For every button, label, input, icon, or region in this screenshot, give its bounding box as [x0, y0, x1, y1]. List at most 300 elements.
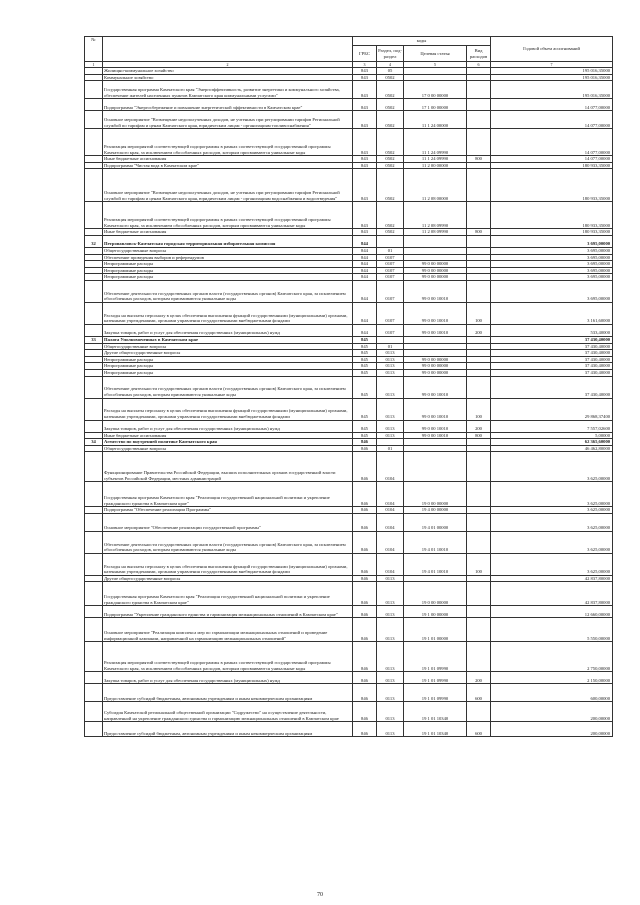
table-row — [85, 439, 613, 446]
budget-table — [84, 36, 613, 737]
row-num — [85, 350, 103, 357]
row-vr — [467, 369, 491, 376]
row-num — [85, 169, 103, 202]
row-name: Непрограммные расходы — [103, 363, 353, 370]
row-csr — [404, 254, 467, 261]
row-sum: 600,00000 — [491, 684, 613, 702]
row-num — [85, 274, 103, 281]
row-sum: 37 430,40000 — [491, 369, 613, 376]
table-row — [85, 553, 613, 575]
row-vr — [467, 169, 491, 202]
row-vr — [467, 507, 491, 514]
row-name: Подпрограмма "Чистая вода в Камчатском крае" — [103, 162, 353, 169]
row-razdel: 0502 — [377, 156, 404, 163]
table-row — [85, 376, 613, 398]
row-num — [85, 672, 103, 684]
row-razdel: 0107 — [377, 324, 404, 336]
table-row — [85, 254, 613, 261]
row-csr: 11 1 24 00000 — [404, 111, 467, 129]
row-grbs: 845 — [353, 343, 377, 350]
row-sum: 37 430,40000 — [491, 376, 613, 398]
table-row — [85, 68, 613, 75]
row-sum: 180 933,35000 — [491, 162, 613, 169]
row-sum: 37 430,40000 — [491, 350, 613, 357]
row-grbs: 844 — [353, 274, 377, 281]
row-grbs: 846 — [353, 702, 377, 722]
row-razdel — [377, 439, 404, 446]
colnum: 2 — [103, 62, 353, 68]
table-row — [85, 129, 613, 156]
row-razdel: 0113 — [377, 350, 404, 357]
row-name: Основное мероприятие "Возмещение недополученных доходов, не учтенных при регулировании тарифов Региональной службой по тарифам и ценам Камчатского края, юридическим лицам - организациям топливоснабжения" — [103, 111, 353, 129]
table-row — [85, 369, 613, 376]
row-name: Иные бюджетные ассигнования — [103, 229, 353, 236]
table-row — [85, 267, 613, 274]
row-num: 32 — [85, 235, 103, 247]
row-sum: 5,00000 — [491, 432, 613, 439]
row-num — [85, 363, 103, 370]
table-row — [85, 363, 613, 370]
row-grbs: 844 — [353, 324, 377, 336]
table-row — [85, 722, 613, 737]
row-csr: 11 2 00 00000 — [404, 162, 467, 169]
row-sum: 3 695,00000 — [491, 274, 613, 281]
table-row — [85, 74, 613, 81]
row-name: Коммунальное хозяйство — [103, 74, 353, 81]
row-razdel — [377, 336, 404, 343]
row-grbs: 846 — [353, 618, 377, 642]
row-grbs: 844 — [353, 247, 377, 254]
row-csr: 99 0 00 10010 — [404, 432, 467, 439]
row-num — [85, 531, 103, 553]
row-name: Общегосударственные вопросы — [103, 247, 353, 254]
row-num — [85, 702, 103, 722]
header-vr: Вид расходов — [467, 46, 491, 62]
row-razdel: 0113 — [377, 722, 404, 737]
row-num: 33 — [85, 336, 103, 343]
table-row — [85, 156, 613, 163]
row-vr: 200 — [467, 672, 491, 684]
row-num — [85, 324, 103, 336]
row-num — [85, 420, 103, 432]
header-name — [103, 37, 353, 62]
row-csr: 17 1 00 00000 — [404, 99, 467, 111]
row-sum: 3 625,00000 — [491, 553, 613, 575]
row-csr: 99 0 00 00000 — [404, 274, 467, 281]
row-num — [85, 513, 103, 531]
table-row — [85, 81, 613, 99]
row-sum: 12 660,00000 — [491, 606, 613, 618]
row-sum: 14 077,00000 — [491, 129, 613, 156]
row-num — [85, 302, 103, 324]
row-name: Обеспечение деятельности государственных органов власти (государственных органов) Камчатского края, за исключением обособленных расходов, которым присваиваются уникальные коды — [103, 531, 353, 553]
row-csr — [404, 350, 467, 357]
table-row — [85, 162, 613, 169]
row-num — [85, 553, 103, 575]
row-vr — [467, 343, 491, 350]
row-razdel: 0107 — [377, 261, 404, 268]
row-vr — [467, 111, 491, 129]
row-num — [85, 261, 103, 268]
colnum: 3 — [353, 62, 377, 68]
row-csr: 19 1 01 00000 — [404, 618, 467, 642]
row-grbs: 844 — [353, 302, 377, 324]
table-row — [85, 420, 613, 432]
row-vr — [467, 74, 491, 81]
row-csr — [404, 445, 467, 452]
row-num — [85, 575, 103, 582]
colnum: 7 — [491, 62, 613, 68]
table-row — [85, 482, 613, 507]
row-sum: 3 695,00000 — [491, 261, 613, 268]
row-num — [85, 68, 103, 75]
row-vr — [467, 162, 491, 169]
row-grbs: 843 — [353, 156, 377, 163]
row-num — [85, 618, 103, 642]
row-name: Государственная программа Камчатского края "Реализация государственной национальной политики и укрепление гражданского единства в Камчатском крае" — [103, 582, 353, 606]
table-row — [85, 111, 613, 129]
row-name: Подпрограмма "Энергосбережение и повышение энергетической эффективности в Камчатском крае" — [103, 99, 353, 111]
table-row — [85, 507, 613, 514]
table-row — [85, 575, 613, 582]
row-csr: 19 0 00 00000 — [404, 582, 467, 606]
row-razdel: 0104 — [377, 531, 404, 553]
row-name: Обеспечение деятельности государственных органов власти (государственных органов) Камчатского края, за исключением обособленных расходов, которым присваиваются уникальные коды — [103, 376, 353, 398]
row-grbs: 845 — [353, 376, 377, 398]
row-num — [85, 156, 103, 163]
header-sum: Годовой объем ассигнований — [491, 37, 613, 62]
row-grbs: 844 — [353, 261, 377, 268]
row-num — [85, 582, 103, 606]
table-row — [85, 169, 613, 202]
row-csr: 19 4 01 00000 — [404, 513, 467, 531]
table-row — [85, 432, 613, 439]
row-csr: 19 4 01 10010 — [404, 553, 467, 575]
row-num — [85, 99, 103, 111]
row-num — [85, 684, 103, 702]
row-razdel: 0113 — [377, 398, 404, 420]
row-grbs: 845 — [353, 369, 377, 376]
row-num — [85, 74, 103, 81]
row-sum: 3 625,00000 — [491, 482, 613, 507]
row-razdel: 0104 — [377, 513, 404, 531]
row-name: Агентство по внутренней политике Камчатского края — [103, 439, 353, 446]
row-vr — [467, 274, 491, 281]
row-grbs: 845 — [353, 432, 377, 439]
table-row — [85, 582, 613, 606]
row-num — [85, 369, 103, 376]
row-razdel: 0502 — [377, 129, 404, 156]
row-sum: 3 625,00000 — [491, 452, 613, 482]
row-num — [85, 254, 103, 261]
row-csr: 19 0 00 00000 — [404, 482, 467, 507]
row-grbs: 843 — [353, 68, 377, 75]
table-row — [85, 280, 613, 302]
table-row — [85, 229, 613, 236]
table-body — [85, 68, 613, 737]
row-razdel: 0107 — [377, 274, 404, 281]
row-num — [85, 376, 103, 398]
row-vr — [467, 356, 491, 363]
row-grbs: 845 — [353, 420, 377, 432]
table-row — [85, 452, 613, 482]
row-sum: 195 016,35000 — [491, 74, 613, 81]
row-name: Подпрограмма "Укрепление гражданского единства и гармонизация межнациональных отношений в Камчатском крае" — [103, 606, 353, 618]
row-name: Расходы на выплаты персоналу в целях обеспечения выполнения функций государственными (муниципальными) органами, казенными учреждениями, органами управления государственными внебюджетными фондами — [103, 553, 353, 575]
row-razdel: 0113 — [377, 356, 404, 363]
row-csr: 99 0 00 00000 — [404, 356, 467, 363]
row-num — [85, 343, 103, 350]
row-name: Реализация мероприятий соответствующей подпрограммы в рамках соответствующей государственной программы Камчатского края, за исключением обособленных расходов, которым присваиваются уникальные коды — [103, 129, 353, 156]
row-name: Петропавловск-Камчатская городская территориальная избирательная комиссия — [103, 235, 353, 247]
row-csr — [404, 247, 467, 254]
row-num — [85, 398, 103, 420]
row-razdel: 0104 — [377, 507, 404, 514]
row-csr — [404, 575, 467, 582]
colnum: 6 — [467, 62, 491, 68]
row-num: 34 — [85, 439, 103, 446]
table-row — [85, 513, 613, 531]
table-row — [85, 336, 613, 343]
table-row — [85, 356, 613, 363]
colnum: 5 — [404, 62, 467, 68]
row-name: Общегосударственные вопросы — [103, 445, 353, 452]
row-vr — [467, 531, 491, 553]
page-number: 70 — [317, 892, 323, 898]
row-razdel: 01 — [377, 247, 404, 254]
row-num — [85, 482, 103, 507]
row-sum: 37 430,40000 — [491, 343, 613, 350]
header-codes: коды — [353, 37, 491, 46]
row-sum: 5 550,00000 — [491, 618, 613, 642]
row-num — [85, 606, 103, 618]
row-vr — [467, 336, 491, 343]
row-name: Иные бюджетные ассигнования — [103, 432, 353, 439]
row-razdel: 0113 — [377, 702, 404, 722]
row-grbs: 846 — [353, 452, 377, 482]
row-name: Непрограммные расходы — [103, 267, 353, 274]
row-vr: 800 — [467, 229, 491, 236]
row-csr: 19 4 00 00000 — [404, 507, 467, 514]
row-grbs: 846 — [353, 606, 377, 618]
row-grbs: 846 — [353, 684, 377, 702]
row-num — [85, 162, 103, 169]
row-sum: 2 150,00000 — [491, 672, 613, 684]
row-csr: 11 2 08 09990 — [404, 229, 467, 236]
row-csr: 17 0 00 00000 — [404, 81, 467, 99]
row-sum: 3 625,00000 — [491, 531, 613, 553]
row-razdel: 05 — [377, 68, 404, 75]
row-sum: 62 365,60000 — [491, 439, 613, 446]
row-razdel: 0502 — [377, 162, 404, 169]
row-name: Палата Уполномоченных в Камчатском крае — [103, 336, 353, 343]
row-csr: 99 0 00 10010 — [404, 420, 467, 432]
row-csr — [404, 452, 467, 482]
row-grbs: 843 — [353, 99, 377, 111]
table-row — [85, 202, 613, 229]
row-vr: 100 — [467, 553, 491, 575]
row-razdel: 0502 — [377, 202, 404, 229]
row-vr — [467, 81, 491, 99]
row-sum: 180 933,35000 — [491, 229, 613, 236]
row-csr: 99 0 00 00000 — [404, 261, 467, 268]
row-grbs: 846 — [353, 582, 377, 606]
row-razdel: 0104 — [377, 553, 404, 575]
row-vr: 200 — [467, 420, 491, 432]
table-row — [85, 642, 613, 672]
row-grbs: 844 — [353, 235, 377, 247]
row-razdel: 0113 — [377, 376, 404, 398]
row-vr — [467, 642, 491, 672]
row-sum: 3 161,60000 — [491, 302, 613, 324]
row-razdel: 0113 — [377, 606, 404, 618]
row-csr — [404, 439, 467, 446]
row-num — [85, 267, 103, 274]
row-name: Подпрограмма "Обеспечение реализации Программы" — [103, 507, 353, 514]
table-row — [85, 618, 613, 642]
row-razdel: 0113 — [377, 672, 404, 684]
row-name: Закупка товаров, работ и услуг для обеспечения государственных (муниципальных) нужд — [103, 324, 353, 336]
row-csr: 99 0 00 00000 — [404, 369, 467, 376]
row-grbs: 843 — [353, 169, 377, 202]
row-vr — [467, 582, 491, 606]
row-vr: 600 — [467, 684, 491, 702]
row-vr — [467, 267, 491, 274]
table-row — [85, 350, 613, 357]
row-num — [85, 202, 103, 229]
row-razdel: 0113 — [377, 575, 404, 582]
row-sum: 195 016,35000 — [491, 81, 613, 99]
row-razdel: 0502 — [377, 81, 404, 99]
row-name: Расходы на выплаты персоналу в целях обеспечения выполнения функций государственными (муниципальными) органами, казенными учреждениями, органами управления государственными внебюджетными фондами — [103, 398, 353, 420]
row-name: Общегосударственные вопросы — [103, 343, 353, 350]
header-grbs: ГРБС — [353, 46, 377, 62]
row-vr — [467, 606, 491, 618]
row-grbs: 846 — [353, 672, 377, 684]
row-grbs: 846 — [353, 439, 377, 446]
row-csr: 19 1 01 10340 — [404, 702, 467, 722]
row-num — [85, 452, 103, 482]
row-grbs: 846 — [353, 722, 377, 737]
row-razdel: 0107 — [377, 267, 404, 274]
row-vr: 100 — [467, 302, 491, 324]
row-name: Предоставление субсидий бюджетным, автономным учреждениям и иным некоммерческим организациям — [103, 722, 353, 737]
row-csr: 99 0 00 10010 — [404, 302, 467, 324]
table-row — [85, 324, 613, 336]
table-row — [85, 445, 613, 452]
row-razdel: 0502 — [377, 111, 404, 129]
table-row — [85, 247, 613, 254]
row-csr: 11 2 08 00000 — [404, 169, 467, 202]
row-csr: 19 1 00 00000 — [404, 606, 467, 618]
row-num — [85, 642, 103, 672]
row-vr — [467, 235, 491, 247]
row-sum: 533,40000 — [491, 324, 613, 336]
row-csr: 19 1 01 09990 — [404, 672, 467, 684]
row-grbs: 846 — [353, 642, 377, 672]
row-razdel: 0502 — [377, 99, 404, 111]
row-grbs: 843 — [353, 74, 377, 81]
row-sum: 37 430,40000 — [491, 356, 613, 363]
row-vr — [467, 702, 491, 722]
row-csr: 99 0 00 10010 — [404, 280, 467, 302]
table-row — [85, 261, 613, 268]
row-num — [85, 432, 103, 439]
row-csr: 11 2 08 09990 — [404, 202, 467, 229]
row-csr: 99 0 00 00000 — [404, 267, 467, 274]
row-vr: 100 — [467, 398, 491, 420]
row-csr: 19 1 01 09990 — [404, 684, 467, 702]
row-vr: 800 — [467, 156, 491, 163]
row-sum: 3 695,00000 — [491, 267, 613, 274]
row-vr — [467, 247, 491, 254]
row-grbs: 846 — [353, 507, 377, 514]
row-name: Жилищно-коммунальное хозяйство — [103, 68, 353, 75]
row-sum: 37 430,40000 — [491, 363, 613, 370]
budget-table-sheet — [84, 36, 612, 737]
row-razdel: 0104 — [377, 452, 404, 482]
row-name: Государственная программа Камчатского края "Энергоэффективность, развитие энергетики и коммунального хозяйства, обеспечение жителей населенных пунктов Камчатского края коммунальными услугами" — [103, 81, 353, 99]
row-sum: 46 462,80000 — [491, 445, 613, 452]
row-name: Основное мероприятие "Обеспечение реализации государственной программы" — [103, 513, 353, 531]
row-razdel: 0107 — [377, 302, 404, 324]
row-razdel: 0107 — [377, 254, 404, 261]
row-razdel: 0502 — [377, 229, 404, 236]
row-name: Непрограммные расходы — [103, 261, 353, 268]
row-sum: 3 625,00000 — [491, 507, 613, 514]
row-num — [85, 81, 103, 99]
row-grbs: 846 — [353, 482, 377, 507]
row-grbs: 845 — [353, 350, 377, 357]
row-name: Обеспечение деятельности государственных органов власти (государственных органов) Камчатского края, за исключением обособленных расходов, которым присваиваются уникальные коды — [103, 280, 353, 302]
row-name: Основное мероприятие "Реализация комплекса мер по гармонизации межнациональных отношений и проведение информационной кампании, направленной на гармонизацию межнациональных отношений" — [103, 618, 353, 642]
row-razdel: 01 — [377, 343, 404, 350]
row-num — [85, 229, 103, 236]
table-row — [85, 672, 613, 684]
row-grbs: 843 — [353, 162, 377, 169]
row-grbs: 843 — [353, 229, 377, 236]
row-razdel: 0113 — [377, 432, 404, 439]
row-razdel: 0104 — [377, 482, 404, 507]
row-vr — [467, 99, 491, 111]
table-row — [85, 398, 613, 420]
row-name: Иные бюджетные ассигнования — [103, 156, 353, 163]
table-row — [85, 235, 613, 247]
row-csr: 19 1 01 09990 — [404, 642, 467, 672]
row-name: Основное мероприятие "Возмещение недополученных доходов, не учтенных при регулировании тарифов Региональной службой по тарифам и ценам Камчатского края, юридическим лицам - организациям водоснабжения и водоотведения" — [103, 169, 353, 202]
row-grbs: 844 — [353, 267, 377, 274]
row-grbs: 843 — [353, 129, 377, 156]
row-name: Расходы на выплаты персоналу в целях обеспечения выполнения функций государственными (муниципальными) органами, казенными учреждениями, органами управления государственными внебюджетными фондами — [103, 302, 353, 324]
row-vr — [467, 68, 491, 75]
row-csr: 99 0 00 00000 — [404, 363, 467, 370]
row-vr — [467, 452, 491, 482]
row-sum: 42 837,80000 — [491, 575, 613, 582]
row-csr — [404, 343, 467, 350]
table-row — [85, 274, 613, 281]
row-vr — [467, 376, 491, 398]
table-row — [85, 531, 613, 553]
row-vr: 800 — [467, 432, 491, 439]
row-name: Другие общегосударственные вопросы — [103, 350, 353, 357]
row-razdel: 0113 — [377, 684, 404, 702]
row-vr — [467, 363, 491, 370]
row-razdel: 0113 — [377, 642, 404, 672]
row-num — [85, 722, 103, 737]
row-name: Непрограммные расходы — [103, 274, 353, 281]
row-sum: 42 837,80000 — [491, 582, 613, 606]
row-razdel — [377, 235, 404, 247]
